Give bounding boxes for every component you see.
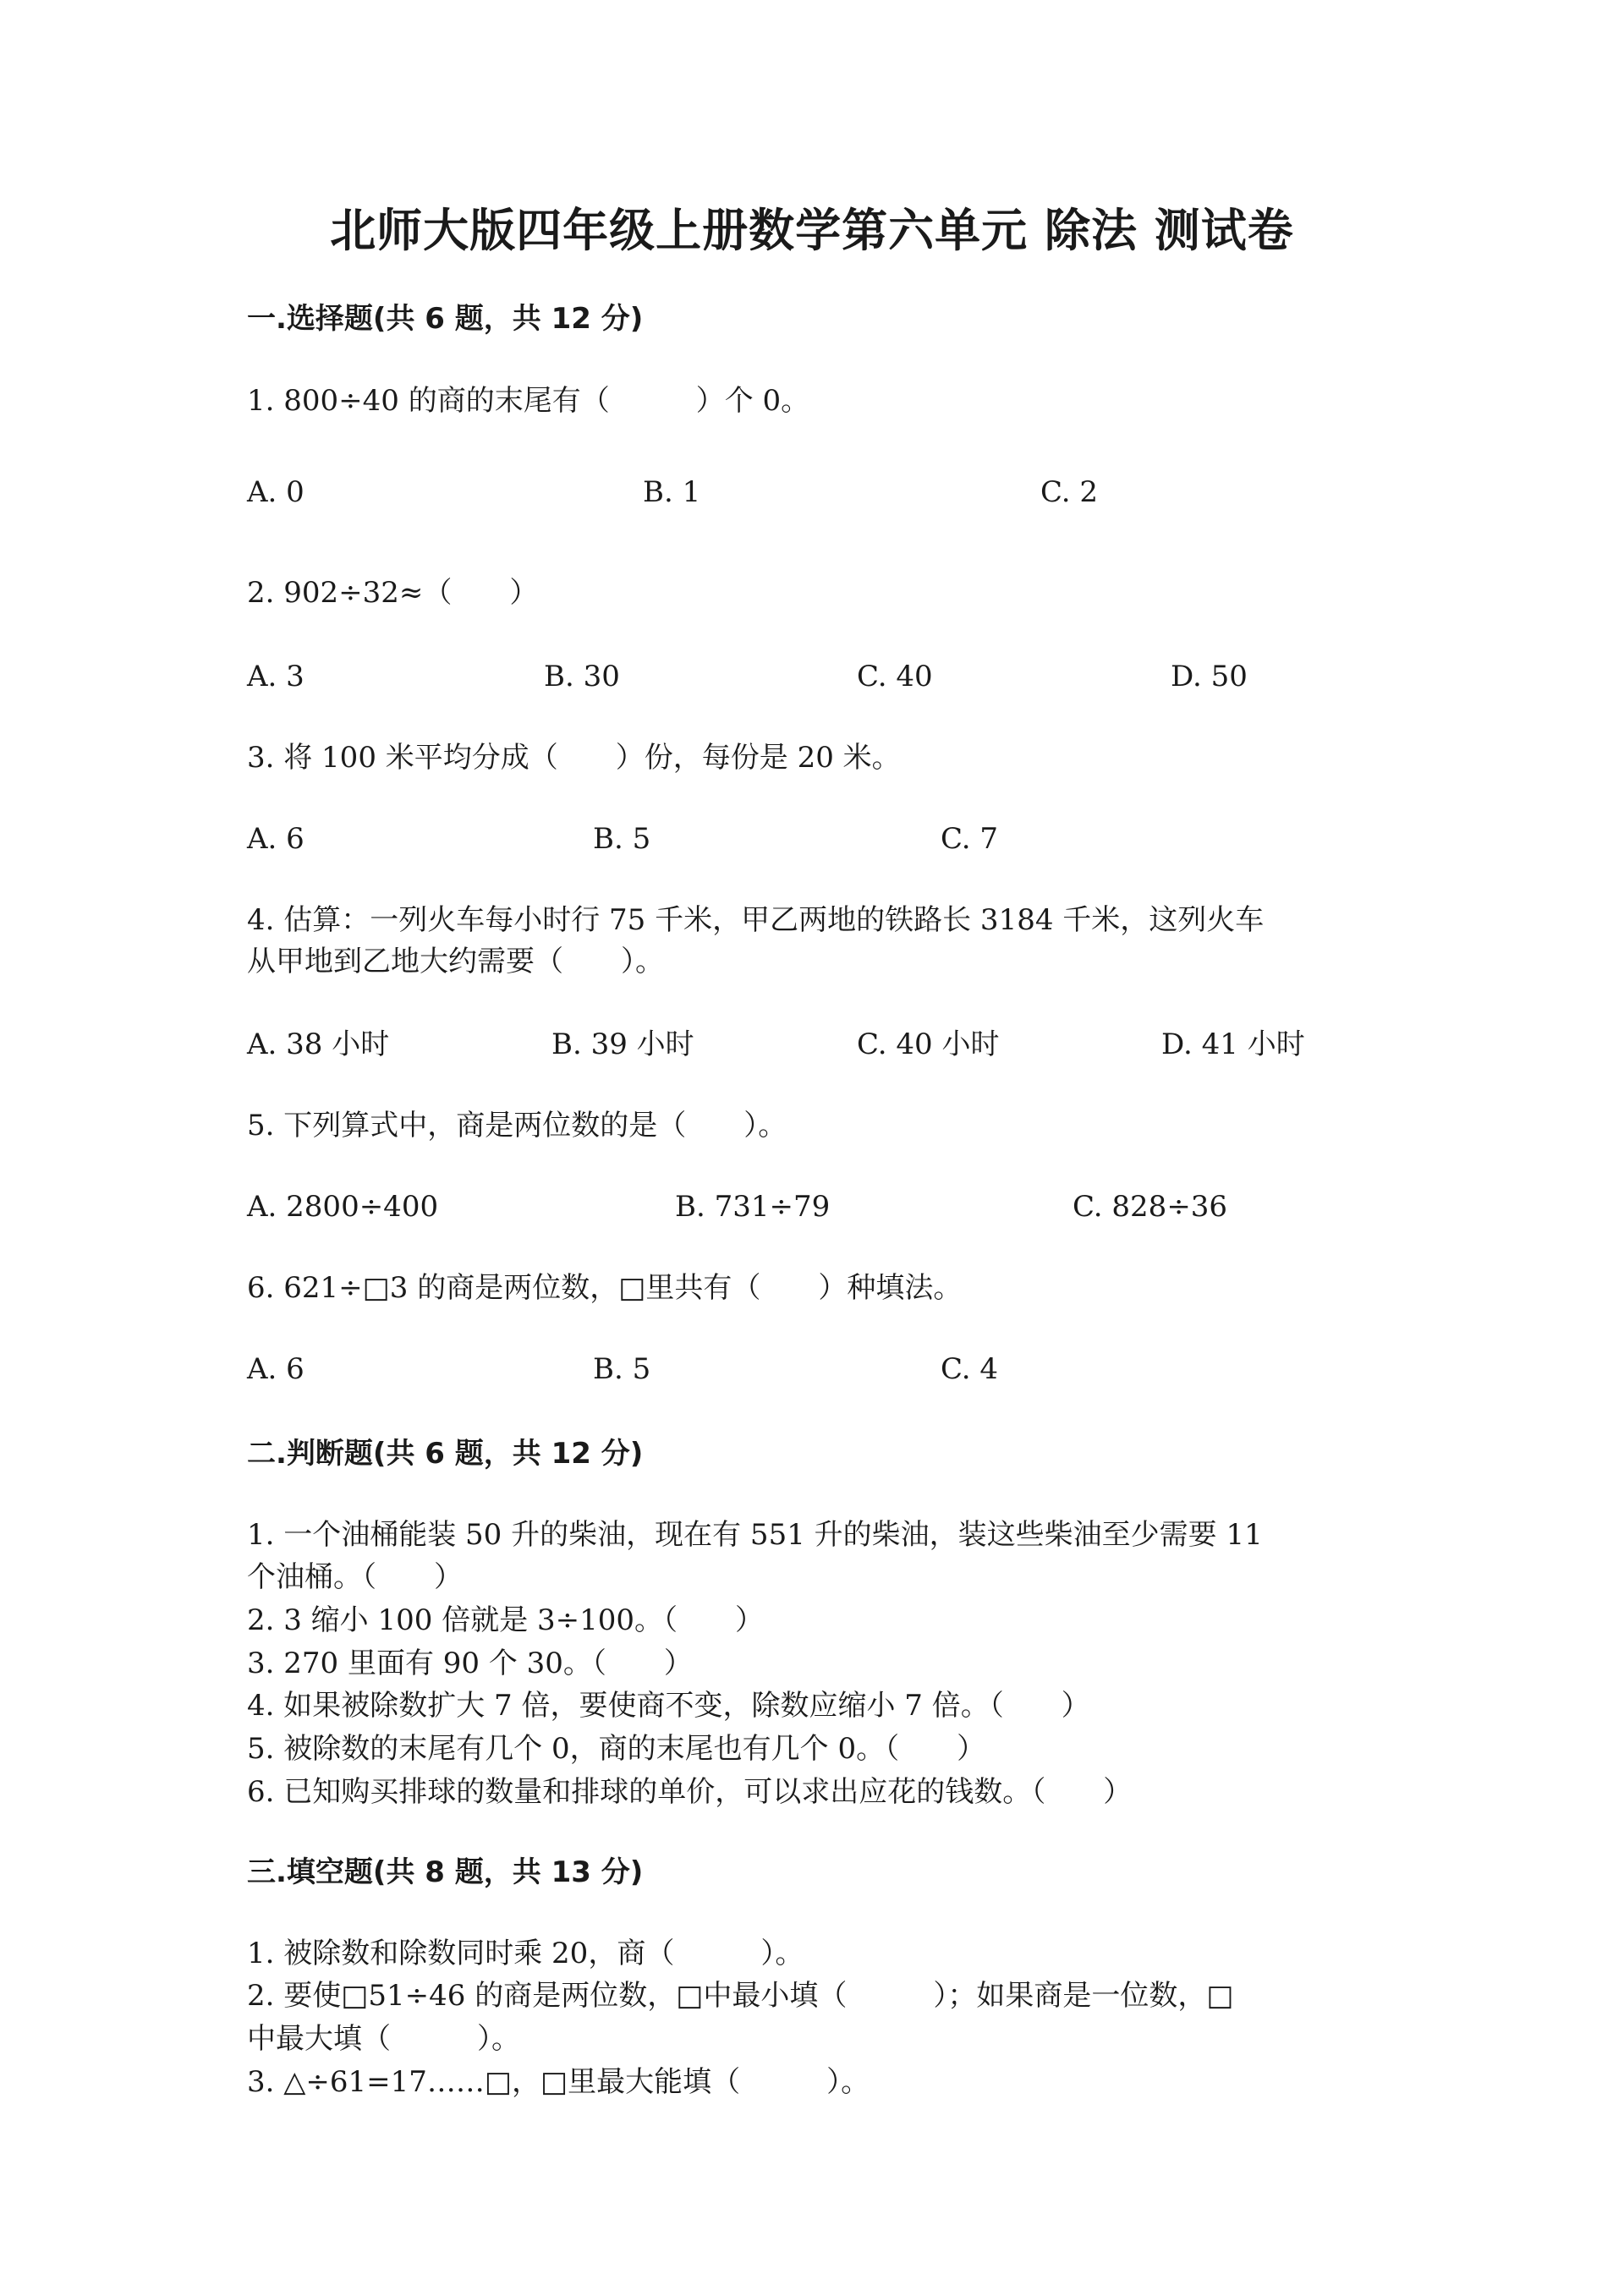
judgement-line: 4. 如果被除数扩大 7 倍，要使商不变，除数应缩小 7 倍。（ ）	[247, 1689, 1090, 1723]
option-b: B. 30	[544, 660, 620, 693]
option-b: B. 1	[643, 475, 701, 509]
section-heading-choice: 一.选择题(共 6 题，共 12 分)	[247, 302, 644, 336]
fill-blank-line: 2. 要使□51÷46 的商是两位数，□中最小填（ ）；如果商是一位数，□	[247, 1979, 1234, 2013]
question-text: 6. 621÷□3 的商是两位数，□里共有（ ）种填法。	[247, 1271, 963, 1305]
option-b: B. 39 小时	[551, 1027, 694, 1061]
fill-blank-line: 3. △÷61=17……□，□里最大能填（ ）。	[247, 2065, 870, 2099]
section-heading-judgement: 二.判断题(共 6 题，共 12 分)	[247, 1437, 644, 1471]
option-b: B. 5	[593, 1352, 651, 1386]
option-c: C. 7	[941, 822, 999, 856]
question-text: 2. 902÷32≈（ ）	[247, 576, 539, 610]
question-text-line: 从甲地到乙地大约需要（ ）。	[247, 945, 664, 978]
option-a: A. 6	[247, 1352, 304, 1386]
section-heading-fill-blank: 三.填空题(共 8 题，共 13 分)	[247, 1855, 644, 1889]
option-c: C. 4	[941, 1352, 999, 1386]
judgement-line: 1. 一个油桶能装 50 升的柴油，现在有 551 升的柴油，装这些柴油至少需要 11	[247, 1518, 1263, 1552]
question-text-line: 4. 估算：一列火车每小时行 75 千米，甲乙两地的铁路长 3184 千米，这列火车	[247, 903, 1265, 937]
option-d: D. 50	[1171, 660, 1248, 693]
page-title: 北师大版四年级上册数学第六单元 除法 测试卷	[330, 204, 1294, 257]
option-b: B. 731÷79	[675, 1190, 831, 1224]
judgement-line: 3. 270 里面有 90 个 30。（ ）	[247, 1647, 693, 1680]
option-b: B. 5	[593, 822, 651, 856]
option-a: A. 38 小时	[247, 1027, 390, 1061]
option-c: C. 40	[857, 660, 933, 693]
option-a: A. 3	[247, 660, 304, 693]
fill-blank-line: 1. 被除数和除数同时乘 20，商（ ）。	[247, 1937, 804, 1970]
judgement-line: 个油桶。（ ）	[247, 1560, 463, 1594]
judgement-line: 2. 3 缩小 100 倍就是 3÷100。（ ）	[247, 1603, 765, 1637]
question-text: 5. 下列算式中，商是两位数的是（ ）。	[247, 1109, 787, 1143]
option-a: A. 6	[247, 822, 304, 856]
option-c: C. 2	[1040, 475, 1099, 509]
question-text: 3. 将 100 米平均分成（ ）份，每份是 20 米。	[247, 741, 901, 775]
judgement-line: 5. 被除数的末尾有几个 0，商的末尾也有几个 0。（ ）	[247, 1732, 986, 1766]
option-a: A. 0	[247, 475, 304, 509]
option-d: D. 41 小时	[1161, 1027, 1305, 1061]
fill-blank-line: 中最大填（ ）。	[247, 2022, 520, 2056]
option-c: C. 828÷36	[1073, 1190, 1228, 1224]
question-text: 1. 800÷40 的商的末尾有（ ）个 0。	[247, 384, 810, 418]
option-c: C. 40 小时	[857, 1027, 1000, 1061]
judgement-line: 6. 已知购买排球的数量和排球的单价，可以求出应花的钱数。（ ）	[247, 1775, 1133, 1809]
option-a: A. 2800÷400	[247, 1190, 439, 1224]
